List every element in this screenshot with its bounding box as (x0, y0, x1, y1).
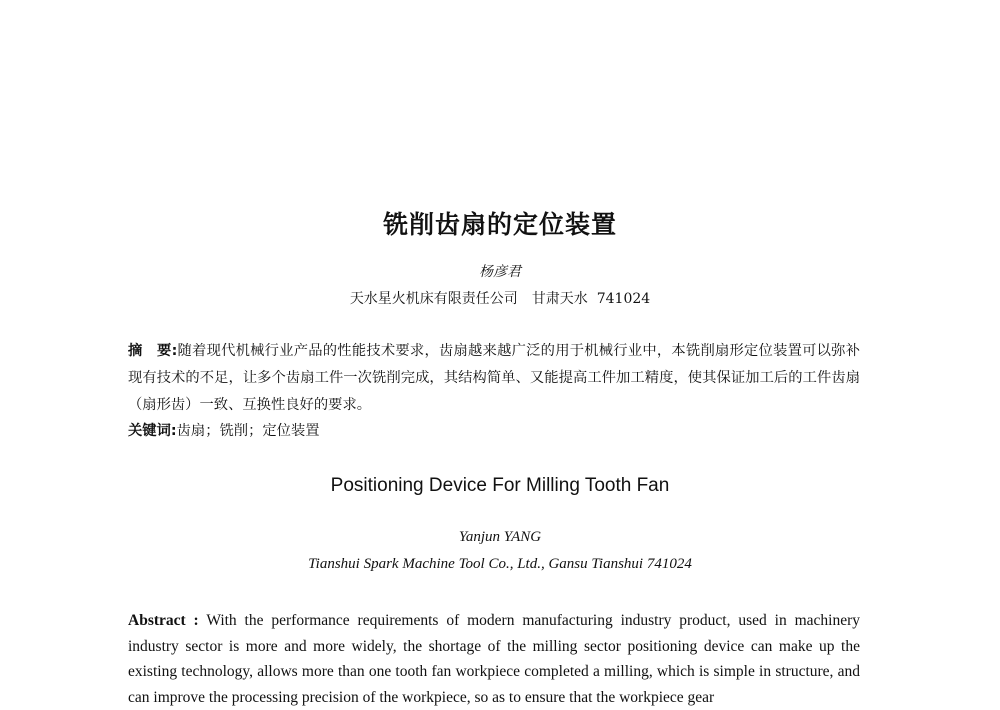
english-abstract (128, 608, 860, 710)
chinese-title: 铣削齿扇的定位装置 (382, 210, 617, 239)
affiliation-postcode: 741024 (596, 291, 651, 307)
english-author: Yanjun YANG (458, 529, 542, 545)
chinese-affiliation (0, 288, 1000, 308)
chinese-keywords (128, 419, 860, 443)
chinese-abstract-text: 随着现代机械行业产品的性能技术要求，齿扇越来越广泛的用于机械行业中，本铣削扇形定位装置可以弥补现有技术的不足，让多个齿扇工件一次铣削完成，其结构简单、又能提高工件加工精度，使其保证加工后的工件齿扇（扇形齿）一致、互换性良好的要求。 (128, 343, 860, 413)
english-abstract-text: With the performance requirements of modern manufacturing industry product, used in machinery industry sector is more and more widely, the shortage of the milling sector positioning device can make up the existing technology, allows more than one tooth fan workpiece completed a milling, which is simple in structure, and can improve the processing precision of the workpiece, so as to ensure that the workpiece gear (128, 612, 860, 706)
chinese-keywords-text: 齿扇；铣削；定位装置 (176, 423, 320, 439)
chinese-abstract (128, 338, 860, 419)
english-abstract-label: Abstract : (128, 612, 199, 629)
affiliation-company: 天水星火机床有限责任公司 (349, 291, 518, 307)
chinese-author: 杨彦君 (479, 264, 521, 280)
english-title: Positioning Device For Milling Tooth Fan (330, 475, 670, 496)
affiliation-location: 甘肃天水 (531, 291, 588, 307)
chinese-keywords-label: 关键词: (128, 423, 177, 439)
chinese-abstract-label: 摘 要: (128, 343, 178, 359)
english-affiliation: Tianshui Spark Machine Tool Co., Ltd., Gansu Tianshui 741024 (308, 556, 692, 572)
